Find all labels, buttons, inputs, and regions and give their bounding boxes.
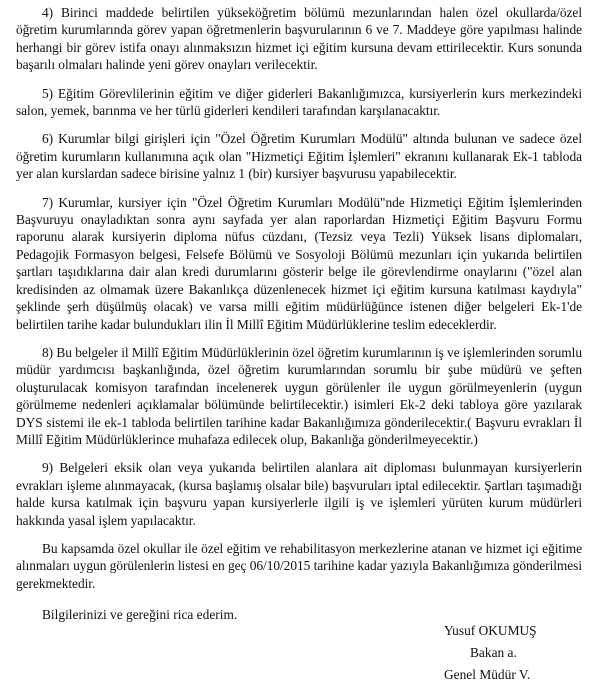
paragraph-7: 7) Kurumlar, kursiyer için "Özel Öğretim Kurumları Modülü"nde Hizmetiçi Eğitim İşlemlerinden Başvuruyu onayladıktan sonra aynı sayfada yer alan raporlardan Hizmetiçi Eğitim Başvuru Formu raporunu alarak kursiyerin diploma nüfus cüzdanı, (Tezsiz veya Tezli) Yüksek lisans diplomaları, Pedagojik Formasyon belgesi, Felsefe Bölümü ve Sosyoloji Bölümü mezunları için yukarıda belirtilen şartları taşıdıklarına dair alan kredi durumlarını gösterir belge ile görevlendirme onaylarını ("özel alan kredisinden az olmamak üzere Bakanlıkça düzenlenecek hizmet içi eğitim kursuna katılması kaydıyla" şeklinde şerh düşülmüş olacak) ve varsa milli eğitim müdürlüğünce istenen diğer belgeleri Ek-1'de belirtilen tarihe kadar bulundukları ilin İl Millî Eğitim Müdürlüklerine teslim edeceklerdir. (16, 194, 582, 332)
signatory-title-line1: Bakan a. (470, 645, 517, 660)
paragraph-8: 8) Bu belgeler il Millî Eğitim Müdürlüklerinin özel öğretim kurumlarının iş ve işlemlerinden sorumlu müdür yardımcısı başkanlığında, özel öğretim kurumlarından sorumlu bir şube müdürü ve şeften oluşturulacak komisyon tarafından incelenerek uygun görülenler ile uygun görülmeyenlerin (uygun görülmeme nedenleri açıklamalar bölümünde belirtilecektir.) isimleri Ek-2 deki tabloya göre yazılarak DYS sistemi ile ek-1 tabloda belirtilen tarihine kadar Bakanlığımıza gönderilecektir.( Başvuru evrakları İl Millî Eğitim Müdürlüklerince muhafaza edilecek olup, Bakanlığa gönderilmeyecektir.) (16, 344, 582, 447)
paragraph-4: 4) Birinci maddede belirtilen yükseköğretim bölümü mezunlarından halen özel okullarda/özel öğretim kurumlarında görev yapan öğretmenlerin başvurularının 6 ve 7. Maddeye göre yapılması halinde herhangi bir görev istifa onayı alınmaksızın hizmet içi eğitim kursuna devam ettirilecektir. Kurs sonunda başarılı olmaları halinde yeni görev onayları verilecektir. (16, 5, 582, 73)
paragraph-deadline: Bu kapsamda özel okullar ile özel eğitim ve rehabilitasyon merkezlerine atanan ve hizmet içi eğitime alınmaları uygun görülenlerin listesi en geç 06/10/2015 tarihine kadar yazıyla Bakanlığımıza gönderilmesi gerekmektedir. (16, 540, 582, 591)
signatory-title-line2: Genel Müdür V. (444, 667, 531, 682)
signatory-name: Yusuf OKUMUŞ (444, 623, 537, 638)
paragraph-6: 6) Kurumlar bilgi girişleri için "Özel Öğretim Kurumları Modülü" altında bulunan ve sadece özel öğretim kurumların kullanımına açık olan "Hizmetiçi Eğitim İşlemleri" ekranını kullanarak Ek-1 tabloda yer alan kurslardan sadece birisine yalnız 1 (bir) kursiyer başvurusu yapabilecektir. (16, 131, 582, 182)
paragraph-5: 5) Eğitim Görevlilerinin eğitim ve diğer giderleri Bakanlığımızca, kursiyerlerin kurs merkezindeki salon, yemek, barınma ve her türlü giderleri kendileri tarafından karşılanacaktır. (16, 85, 582, 119)
closing-line: Bilgilerinizi ve gereğini rica ederim. (42, 607, 238, 623)
paragraph-9: 9) Belgeleri eksik olan veya yukarıda belirtilen alanlara ait diploması bulunmayan kursiyerlerin evrakları işleme alınmayacak, (kursa başlamış olsalar bile) başvuruları iptal edilecektir. Şartları taşımadığı halde kursa katılmak için başvuru yapan kursiyerlerle ilgili iş ve işlemleri yürüten kurum müdürleri hakkında yasal işlem yapılacaktır. (16, 460, 582, 528)
signature-block (430, 620, 590, 686)
